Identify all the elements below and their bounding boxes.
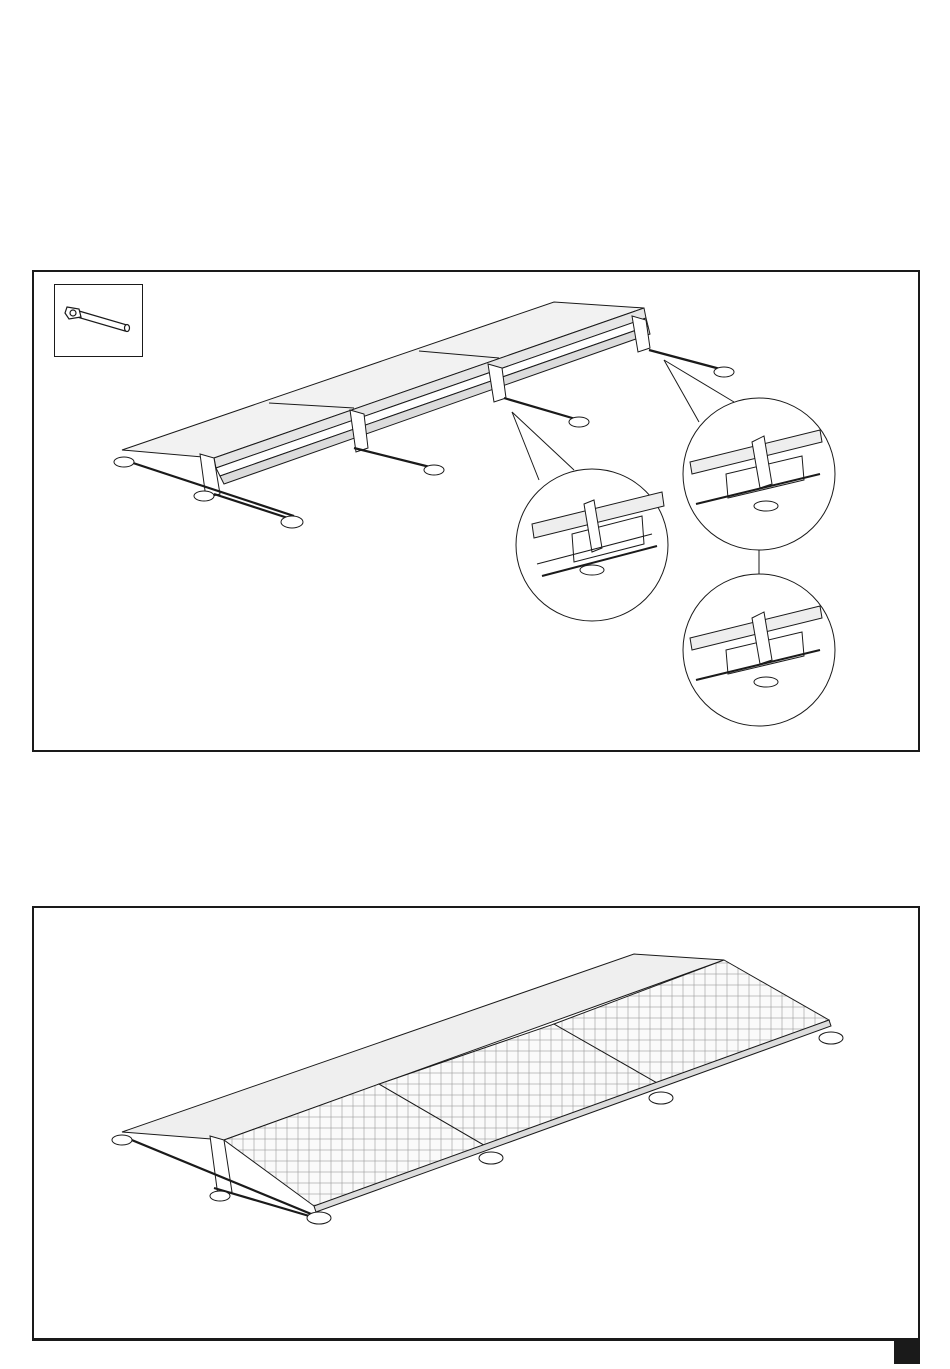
socket-wrench-icon: [55, 285, 141, 355]
footer-rule: [32, 1338, 920, 1340]
assembly-diagram-panel-top: [32, 270, 920, 752]
frame-row-drawing: [34, 272, 918, 750]
solar-array-drawing: [34, 908, 918, 1339]
page-marker: [894, 1338, 920, 1364]
tool-inset: [54, 284, 143, 357]
module-row-top: [122, 302, 644, 458]
assembly-diagram-panel-bottom: [32, 906, 920, 1341]
